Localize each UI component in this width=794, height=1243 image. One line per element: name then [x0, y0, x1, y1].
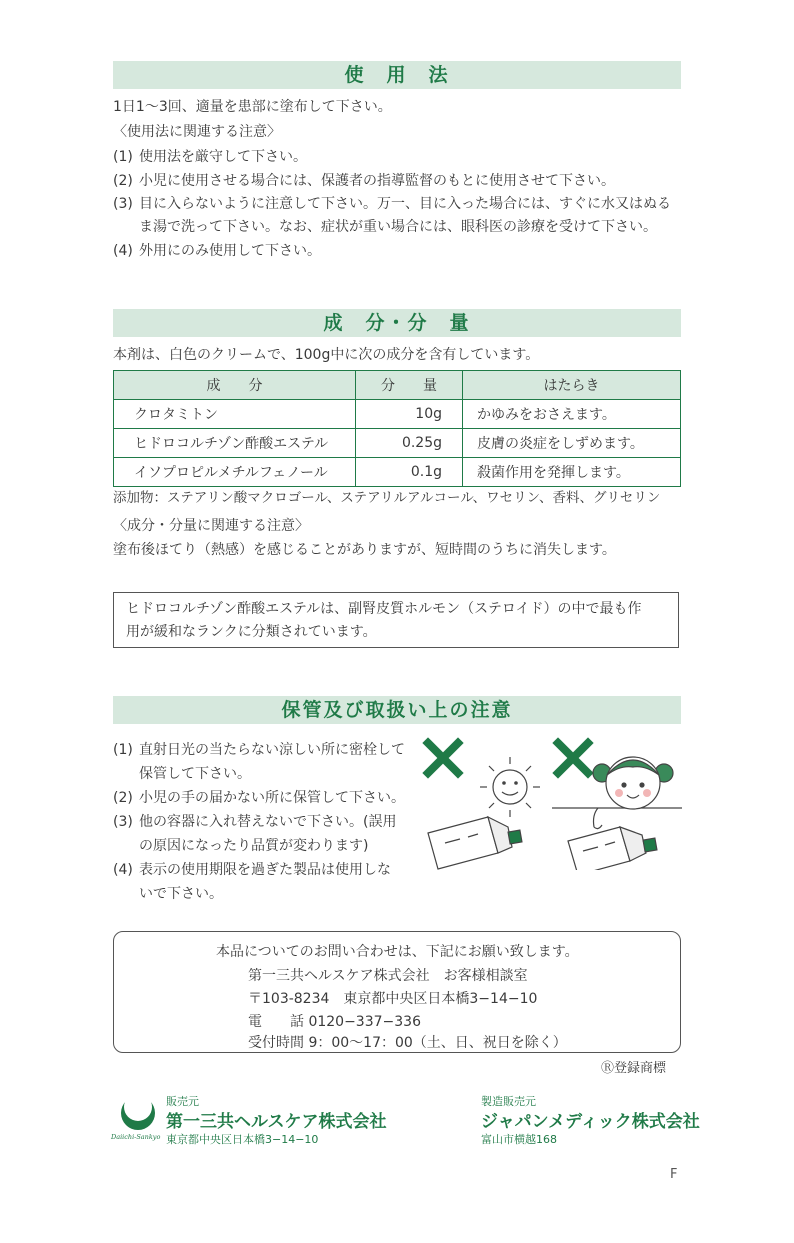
- page-code: F: [670, 1167, 678, 1182]
- table-row: [114, 458, 681, 487]
- cell-name: イソプロピルメチルフェノール: [114, 458, 356, 487]
- col-header-action: はたらき: [463, 371, 681, 400]
- usage-intro: 1日1～3回、適量を患部に塗布して下さい。: [113, 99, 392, 115]
- table-header-row: [114, 371, 681, 400]
- steroid-info-line1: ヒドロコルチゾン酢酸エステルは、副腎皮質ホルモン（ステロイド）の中で最も作: [126, 601, 642, 617]
- seller-company: 第一三共ヘルスケア株式会社: [166, 1112, 387, 1132]
- maker-role: 製造販売元: [481, 1095, 536, 1108]
- cell-amount: 0.1g: [356, 458, 463, 487]
- daiichi-sankyo-logo: [116, 1095, 160, 1131]
- tube-icon: [568, 827, 657, 870]
- contact-hours: 受付時間 9：00～17：00（土、日、祝日を除く）: [248, 1035, 567, 1051]
- usage-item-4: (4) 外用にのみ使用して下さい。: [113, 243, 321, 259]
- usage-item-2: (2) 小児に使用させる場合には、保護者の指導監督のもとに使用させて下さい。: [113, 173, 615, 189]
- contact-intro: 本品についてのお問い合わせは、下記にお願い致します。: [216, 944, 579, 960]
- usage-notes-title: 〈使用法に関連する注意〉: [113, 124, 281, 140]
- contact-phone: 電 話 0120−337−336: [248, 1014, 421, 1030]
- x-mark-icon: [558, 743, 588, 773]
- usage-item-3-cont: ま湯で洗って下さい。なお、症状が重い場合には、眼科医の診療を受けて下さい。: [139, 219, 657, 235]
- col-header-name: 成 分: [114, 371, 356, 400]
- storage-item-1-cont: 保管して下さい。: [139, 766, 251, 782]
- maker-company: ジャパンメディック株式会社: [481, 1112, 700, 1132]
- contact-box: [113, 931, 681, 1053]
- ingredients-intro: 本剤は、白色のクリームで、100g中に次の成分を含有しています。: [113, 347, 540, 363]
- daiichi-sankyo-logo-text: Daiichi-Sankyo: [111, 1133, 161, 1141]
- storage-item-3: (3) 他の容器に入れ替えないで下さい。(誤用: [113, 814, 397, 830]
- storage-item-3-cont: の原因になったり品質が変わります): [139, 838, 369, 854]
- cell-name: ヒドロコルチゾン酢酸エステル: [114, 429, 356, 458]
- usage-item-3: (3) 目に入らないように注意して下さい。万一、目に入った場合には、すぐに水又はぬる: [113, 196, 671, 212]
- storage-item-4-cont: いで下さい。: [139, 886, 223, 902]
- steroid-info-box: [113, 592, 679, 648]
- usage-item-1: (1) 使用法を厳守して下さい。: [113, 149, 307, 165]
- table-row: [114, 400, 681, 429]
- cell-name: クロタミトン: [114, 400, 356, 429]
- contact-company: 第一三共ヘルスケア株式会社 お客様相談室: [248, 968, 528, 984]
- ingredients-table: [113, 370, 681, 487]
- storage-item-1: (1) 直射日光の当たらない涼しい所に密栓して: [113, 742, 405, 758]
- col-header-amount: 分 量: [356, 371, 463, 400]
- ingredients-notes-text: 塗布後ほてり（熱感）を感じることがありますが、短時間のうちに消失します。: [113, 542, 616, 558]
- contact-address: 〒103-8234 東京都中央区日本橋3−14−10: [248, 991, 538, 1007]
- storage-item-2: (2) 小児の手の届かない所に保管して下さい。: [113, 790, 405, 806]
- x-mark-icon: [428, 743, 458, 773]
- seller-address: 東京都中央区日本橋3−14−10: [166, 1133, 319, 1146]
- additives: 添加物：ステアリン酸マクロゴール、ステアリルアルコール、ワセリン、香料、グリセリン: [113, 490, 661, 506]
- child-icon: [593, 757, 673, 829]
- storage-item-4: (4) 表示の使用期限を過ぎた製品は使用しな: [113, 862, 391, 878]
- cell-action: かゆみをおさえます。: [463, 400, 681, 429]
- trademark-note: Ⓡ登録商標: [601, 1061, 667, 1076]
- storage-heading: 保管及び取扱い上の注意: [113, 696, 681, 724]
- sun-icon: [480, 757, 540, 817]
- maker-address: 富山市横越168: [481, 1133, 557, 1146]
- usage-heading: 使 用 法: [113, 61, 681, 89]
- cell-action: 皮膚の炎症をしずめます。: [463, 429, 681, 458]
- seller-role: 販売元: [166, 1095, 199, 1108]
- cell-amount: 10g: [356, 400, 463, 429]
- ingredients-heading: 成 分・分 量: [113, 309, 681, 337]
- steroid-info-line2: 用が緩和なランクに分類されています。: [126, 624, 377, 640]
- cell-amount: 0.25g: [356, 429, 463, 458]
- storage-illustration: [420, 735, 682, 870]
- cell-action: 殺菌作用を発揮します。: [463, 458, 681, 487]
- table-row: [114, 429, 681, 458]
- tube-icon: [428, 817, 522, 869]
- ingredients-notes-title: 〈成分・分量に関連する注意〉: [113, 518, 309, 534]
